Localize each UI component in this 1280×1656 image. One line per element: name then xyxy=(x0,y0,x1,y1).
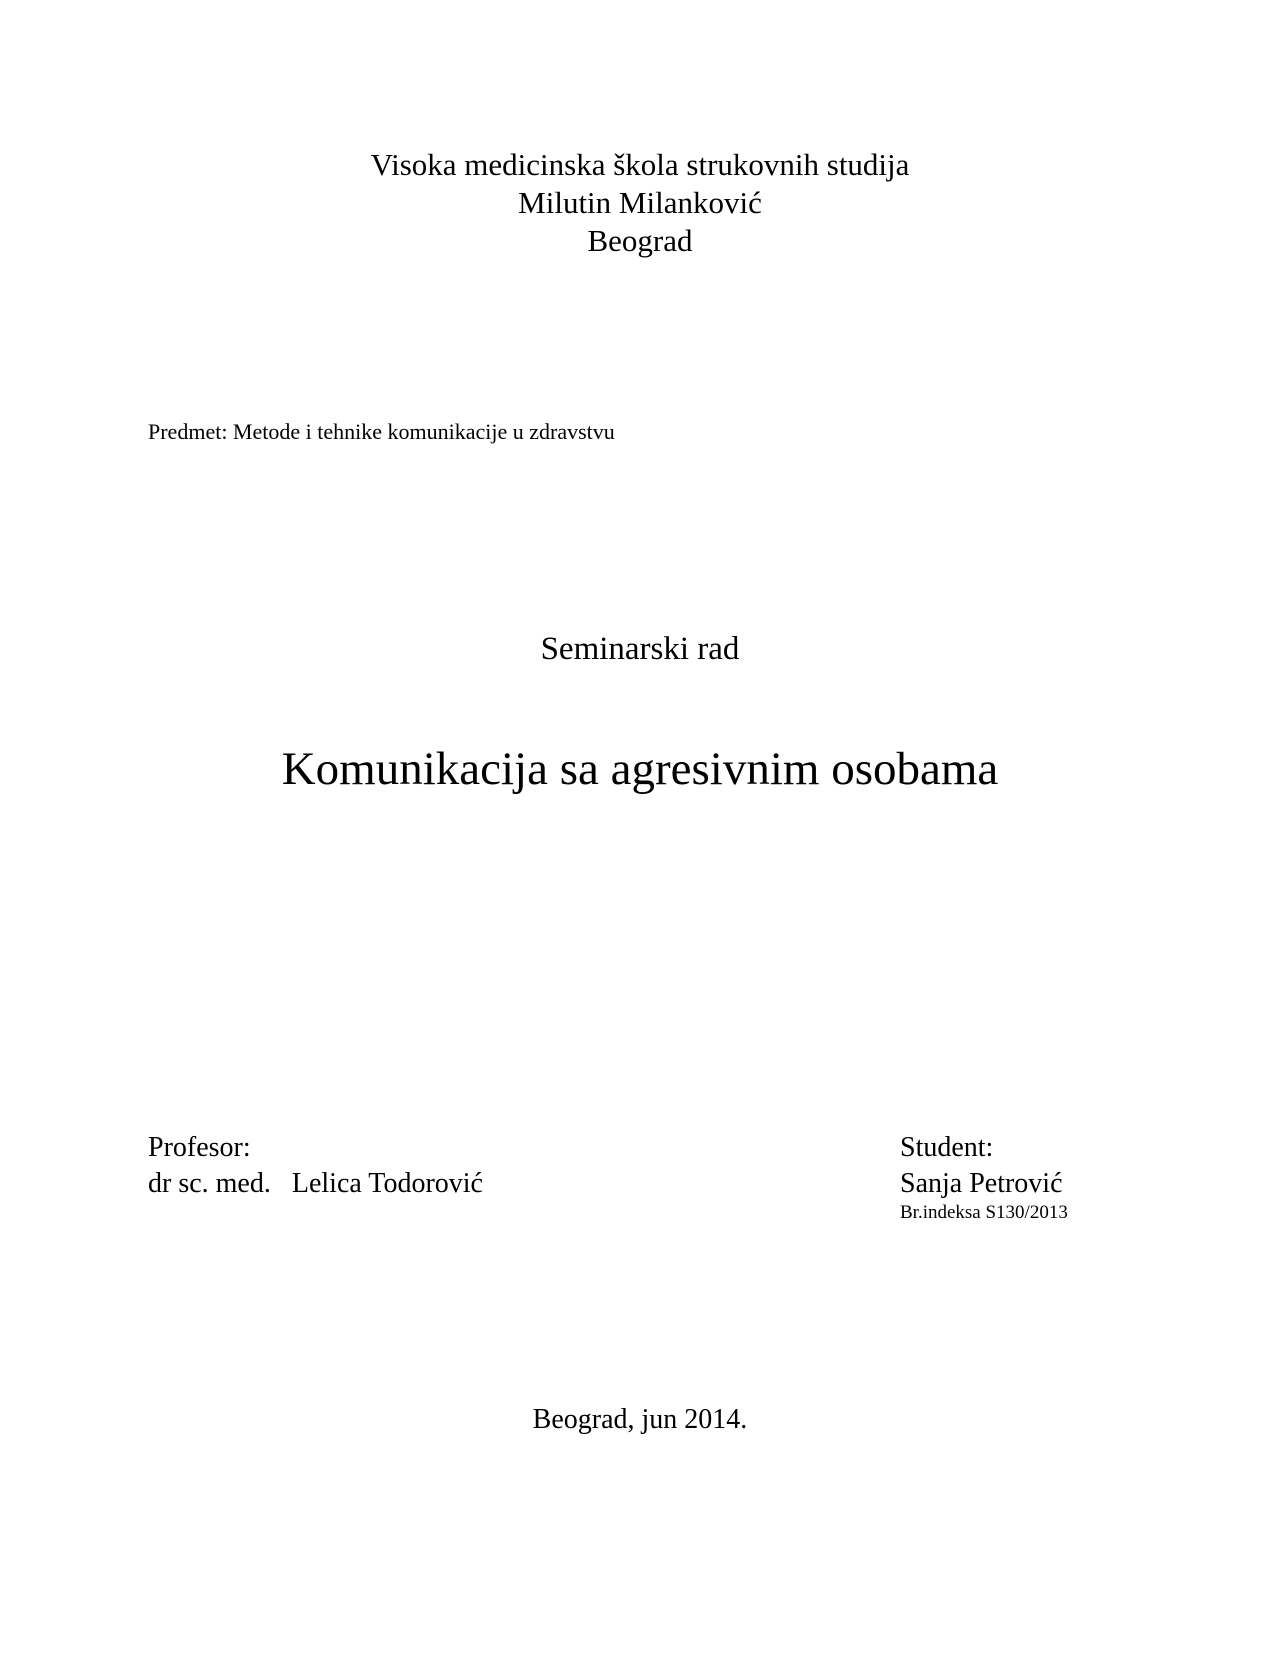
institution-name: Visoka medicinska škola strukovnih studija xyxy=(370,147,910,182)
student-label: Student: xyxy=(900,1132,994,1163)
institution-header xyxy=(0,146,1280,260)
professor-label: Profesor: xyxy=(148,1132,251,1163)
student-name: Sanja Petrović xyxy=(900,1168,1063,1199)
student-index: Br.indeksa S130/2013 xyxy=(900,1202,1068,1223)
document-type: Seminarski rad xyxy=(540,631,740,667)
institution-city: Beograd xyxy=(587,223,693,258)
institution-subtitle: Milutin Milanković xyxy=(518,185,762,220)
course-subject: Predmet: Metode i tehnike komunikacije u zdravstvu xyxy=(148,419,615,444)
student-block xyxy=(900,1130,1068,1224)
document-title: Komunikacija sa agresivnim osobama xyxy=(281,743,999,795)
place-and-date: Beograd, jun 2014. xyxy=(532,1404,748,1435)
professor-block xyxy=(148,1130,483,1202)
professor-name: dr sc. med. Lelica Todorović xyxy=(148,1168,483,1199)
